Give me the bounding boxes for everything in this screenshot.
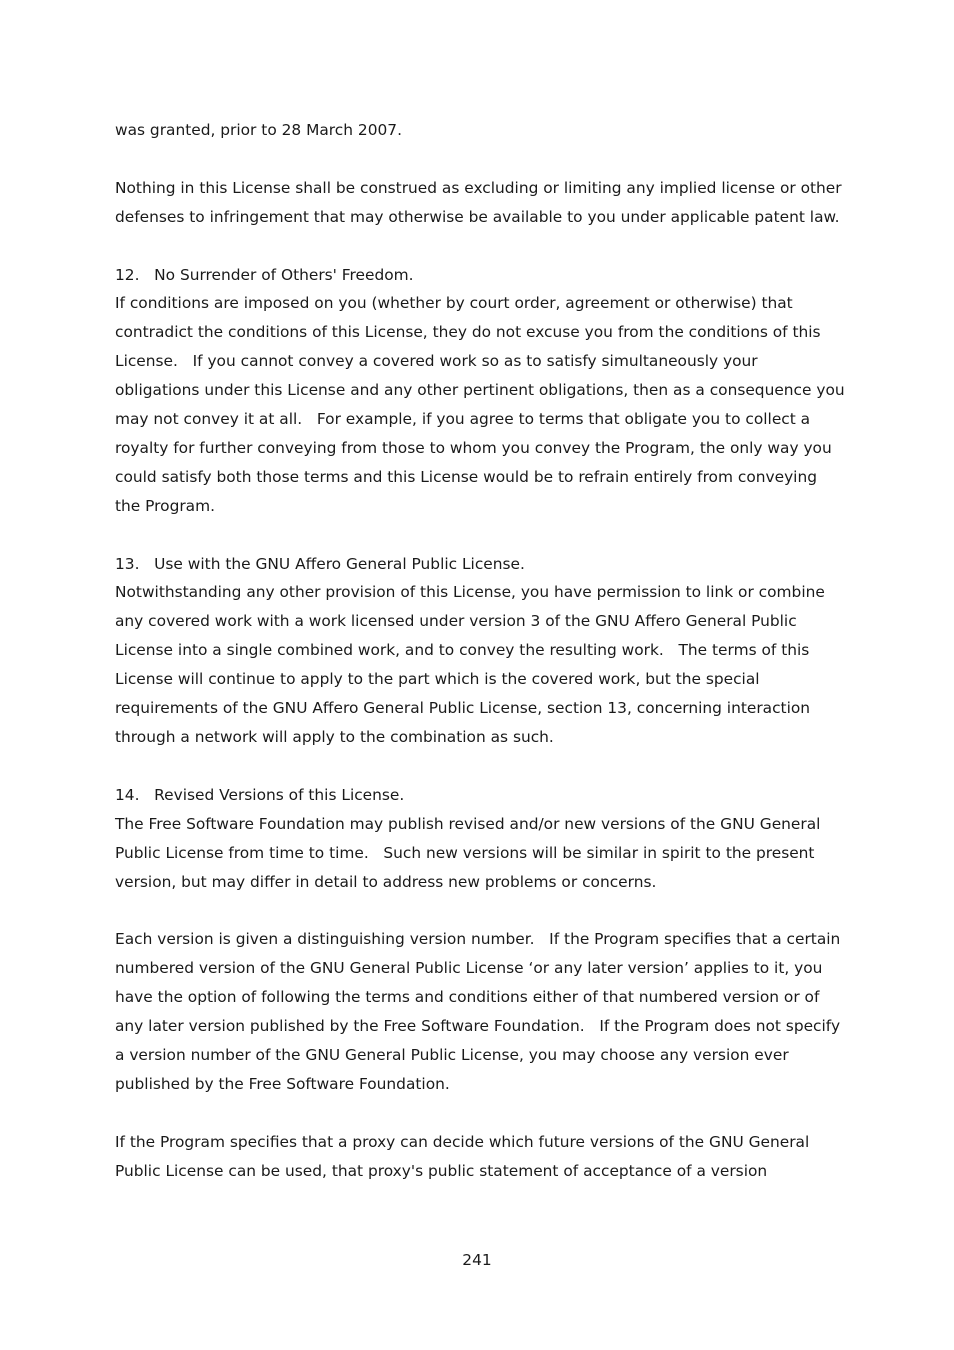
page-number: 241 <box>462 1251 492 1269</box>
section-14-body: The Free Software Foundation may publish revised and/or new versions of the GNU General Public License from time to time. Such new versions will be similar in spirit to the present version, but may differ in detail to address new problems or concerns. <box>115 814 826 891</box>
section-12-body: If conditions are imposed on you (whether by court order, agreement or otherwise) that contradict the conditions of this License, they do not excuse you from the conditions of this License. If you cannot convey a covered work so as to satisfy simultaneously your obligations under this License and any other pertinent obligations, then as a consequence you may not convey it at all. For example, if you agree to terms that obligate you to collect a royalty for further conveying from those to whom you convey the Program, the only way you could satisfy both those terms and this License would be to refrain entirely from conveying the Program. <box>115 294 850 515</box>
section-14 <box>115 781 845 897</box>
section-13-body: Notwithstanding any other provision of this License, you have permission to link or combine any covered work with a work licensed under version 3 of the GNU Affero General Public License into a single combined work, and to convey the resulting work. The terms of this License will continue to apply to the part which is the covered work, but the special requirements of the GNU Affero General Public License, section 13, concerning interaction through a network will apply to the combination as such. <box>115 583 830 746</box>
section-13 <box>115 550 845 752</box>
section-12-heading: 12. No Surrender of Others' Freedom. <box>115 265 414 284</box>
section-12 <box>115 261 850 521</box>
paragraph-grant-date: was granted, prior to 28 March 2007. <box>115 121 402 139</box>
section-14-paragraph-2: Each version is given a distinguishing version number. If the Program specifies that a certain numbered version of the GNU General Public License ‘or any later version’ applies to it, you have the option of following the terms and conditions either of that numbered version or of any later version published by the Free Software Foundation. If the Program does not specify a version number of the GNU General Public License, you may choose any version ever published by the Free Software Foundation. <box>115 930 846 1093</box>
document-body <box>115 116 850 1214</box>
section-13-heading: 13. Use with the GNU Affero General Public License. <box>115 554 525 573</box>
paragraph-implied-license: Nothing in this License shall be construed as excluding or limiting any implied license or other defenses to infringement that may otherwise be available to you under applicable patent law. <box>115 178 847 226</box>
section-14-paragraph-3: If the Program specifies that a proxy can decide which future versions of the GNU General Public License can be used, that proxy's public statement of acceptance of a version <box>115 1132 815 1180</box>
section-14-heading: 14. Revised Versions of this License. <box>115 785 405 804</box>
